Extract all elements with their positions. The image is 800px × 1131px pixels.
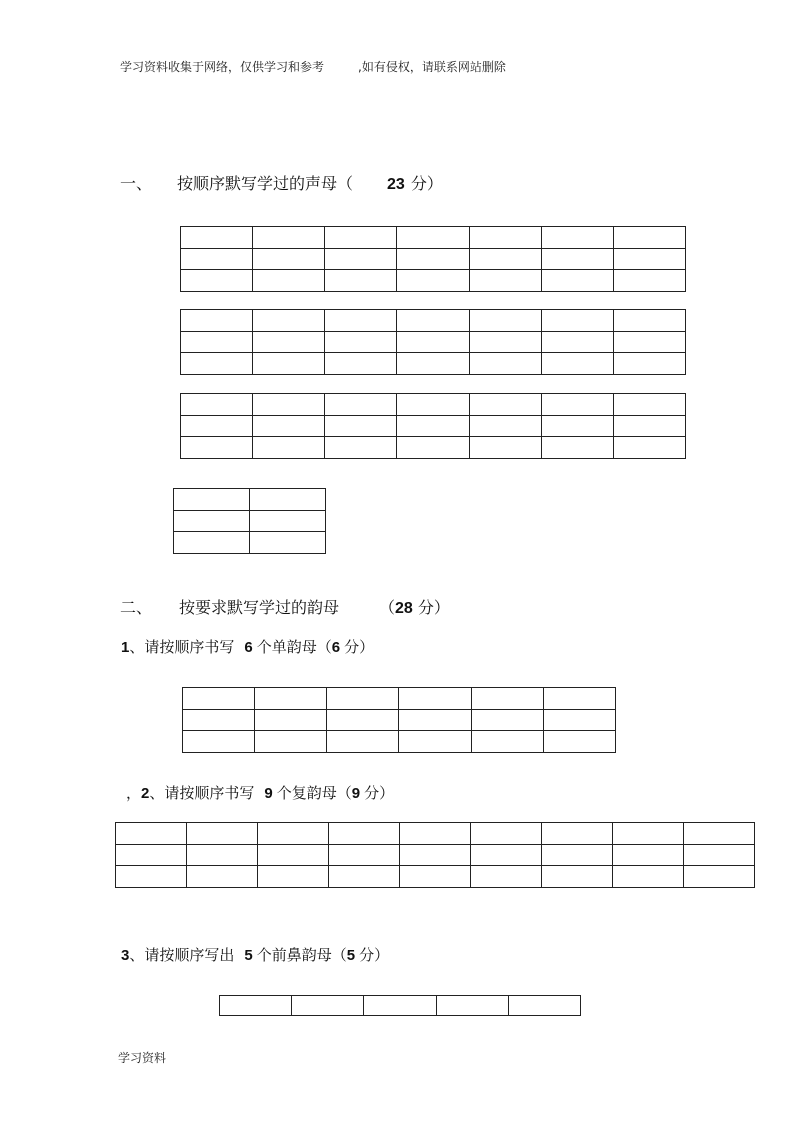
section1-number: 一、	[120, 174, 153, 193]
grid-cell[interactable]	[541, 437, 613, 459]
grid-cell[interactable]	[325, 227, 397, 249]
grid-cell[interactable]	[613, 437, 685, 459]
grid-cell[interactable]	[325, 248, 397, 270]
grid-cell[interactable]	[181, 353, 253, 375]
grid-cell[interactable]	[181, 227, 253, 249]
q3-score: 5	[346, 947, 356, 964]
grid-cell[interactable]	[469, 248, 541, 270]
grid-cell[interactable]	[327, 731, 399, 753]
grid-cell[interactable]	[174, 510, 250, 532]
question2-label	[126, 782, 394, 803]
grid-cell[interactable]	[469, 437, 541, 459]
grid-cell[interactable]	[187, 866, 258, 888]
grid-cell[interactable]	[541, 270, 613, 292]
grid-cell[interactable]	[325, 415, 397, 437]
grid-cell[interactable]	[292, 996, 364, 1016]
grid-cell[interactable]	[543, 731, 615, 753]
grid-cell[interactable]	[469, 331, 541, 353]
question1-label	[121, 636, 374, 657]
grid-cell[interactable]	[542, 823, 613, 845]
section1-title-row	[177, 171, 443, 194]
header-left-text: 学习资料收集于网络，仅供学习和参考	[120, 60, 325, 74]
grid-cell[interactable]	[329, 866, 400, 888]
q1-score: 6	[331, 639, 341, 656]
grid-cell[interactable]	[399, 688, 471, 710]
grid-cell[interactable]	[471, 709, 543, 731]
section2-number: 二、	[120, 598, 153, 617]
grid-cell[interactable]	[181, 270, 253, 292]
grid-cell[interactable]	[255, 709, 327, 731]
q2-text-a: 、请按顺序书写	[149, 784, 255, 802]
grid-cell[interactable]	[613, 270, 685, 292]
grid-cell[interactable]	[400, 823, 471, 845]
grid-cell[interactable]	[327, 688, 399, 710]
section2-score-unit: 分）	[417, 598, 450, 617]
section1-title: 按顺序默写学过的声母（	[177, 174, 354, 193]
grid-cell[interactable]	[684, 866, 755, 888]
simple-finals-grid	[182, 687, 616, 753]
grid-cell[interactable]	[253, 437, 325, 459]
q2-count: 9	[264, 785, 273, 802]
grid-cell[interactable]	[399, 731, 471, 753]
grid-cell[interactable]	[541, 394, 613, 416]
grid-cell[interactable]	[541, 331, 613, 353]
grid-cell[interactable]	[250, 510, 326, 532]
grid-cell[interactable]	[253, 227, 325, 249]
q2-score: 9	[351, 785, 361, 802]
grid-cell[interactable]	[325, 353, 397, 375]
initials-grid-1	[180, 226, 686, 292]
grid-cell[interactable]	[541, 415, 613, 437]
footer-text: 学习资料	[118, 1051, 167, 1065]
section1-score-unit: 分）	[410, 174, 443, 193]
grid-cell[interactable]	[542, 844, 613, 866]
grid-cell[interactable]	[684, 844, 755, 866]
grid-cell[interactable]	[541, 248, 613, 270]
q1-text-a: 、请按顺序书写	[129, 638, 235, 656]
grid-cell[interactable]	[543, 709, 615, 731]
grid-cell[interactable]	[174, 489, 250, 511]
grid-cell[interactable]	[181, 331, 253, 353]
header-right-text: ,如有侵权，请联系网站删除	[358, 60, 506, 74]
q3-text-b: 个前鼻韵母（	[256, 946, 347, 964]
grid-cell[interactable]	[258, 844, 329, 866]
grid-cell[interactable]	[253, 310, 325, 332]
grid-cell[interactable]	[253, 353, 325, 375]
q1-text-b: 个单韵母（	[256, 638, 332, 656]
grid-cell[interactable]	[613, 353, 685, 375]
grid-cell[interactable]	[183, 688, 255, 710]
grid-cell[interactable]	[613, 844, 684, 866]
grid-cell[interactable]	[183, 731, 255, 753]
grid-cell[interactable]	[613, 415, 685, 437]
grid-cell[interactable]	[613, 227, 685, 249]
grid-cell[interactable]	[469, 394, 541, 416]
grid-cell[interactable]	[329, 823, 400, 845]
grid-cell[interactable]	[116, 866, 187, 888]
section2-score: 28	[395, 600, 413, 617]
grid-cell[interactable]	[253, 248, 325, 270]
grid-cell[interactable]	[469, 415, 541, 437]
grid-cell[interactable]	[255, 688, 327, 710]
grid-cell[interactable]	[181, 415, 253, 437]
grid-cell[interactable]	[400, 844, 471, 866]
grid-cell[interactable]	[253, 270, 325, 292]
grid-cell[interactable]	[325, 331, 397, 353]
grid-cell[interactable]	[471, 866, 542, 888]
initials-grid-4	[173, 488, 326, 554]
grid-cell[interactable]	[471, 844, 542, 866]
grid-cell[interactable]	[469, 353, 541, 375]
grid-cell[interactable]	[325, 394, 397, 416]
initials-grid-3	[180, 393, 686, 459]
q3-count: 5	[244, 947, 253, 964]
grid-cell[interactable]	[174, 532, 250, 554]
grid-cell[interactable]	[508, 996, 580, 1016]
grid-cell[interactable]	[400, 866, 471, 888]
q2-text-b: 个复韵母（	[276, 784, 352, 802]
q1-number: 1	[121, 639, 130, 656]
grid-cell[interactable]	[116, 823, 187, 845]
grid-cell[interactable]	[325, 270, 397, 292]
q1-count: 6	[244, 639, 253, 656]
q2-number: 2	[141, 785, 150, 802]
grid-cell[interactable]	[541, 353, 613, 375]
grid-cell[interactable]	[541, 227, 613, 249]
grid-cell[interactable]	[436, 996, 508, 1016]
grid-cell[interactable]	[187, 823, 258, 845]
q3-text-c: 分）	[359, 946, 390, 964]
grid-cell[interactable]	[327, 709, 399, 731]
grid-cell[interactable]	[613, 331, 685, 353]
q3-text-a: 、请按顺序写出	[129, 946, 235, 964]
grid-cell[interactable]	[613, 394, 685, 416]
grid-cell[interactable]	[613, 248, 685, 270]
grid-cell[interactable]	[253, 415, 325, 437]
section2-title: 按要求默写学过的韵母	[179, 598, 340, 617]
grid-cell[interactable]	[397, 353, 469, 375]
grid-cell[interactable]	[471, 688, 543, 710]
grid-cell[interactable]	[325, 310, 397, 332]
section2-title-row	[179, 595, 450, 618]
grid-cell[interactable]	[364, 996, 436, 1016]
grid-cell[interactable]	[258, 866, 329, 888]
grid-cell[interactable]	[469, 270, 541, 292]
grid-cell[interactable]	[543, 688, 615, 710]
grid-cell[interactable]	[613, 823, 684, 845]
grid-cell[interactable]	[116, 844, 187, 866]
grid-cell[interactable]	[220, 996, 292, 1016]
grid-cell[interactable]	[325, 437, 397, 459]
grid-cell[interactable]	[469, 227, 541, 249]
grid-cell[interactable]	[397, 331, 469, 353]
grid-cell[interactable]	[183, 709, 255, 731]
grid-cell[interactable]	[397, 270, 469, 292]
grid-cell[interactable]	[187, 844, 258, 866]
grid-cell[interactable]	[181, 394, 253, 416]
q3-number: 3	[121, 947, 130, 964]
grid-cell[interactable]	[250, 489, 326, 511]
grid-cell[interactable]	[397, 310, 469, 332]
grid-cell[interactable]	[181, 248, 253, 270]
grid-cell[interactable]	[471, 823, 542, 845]
initials-grid-2	[180, 309, 686, 375]
grid-cell[interactable]	[397, 227, 469, 249]
q1-text-c: 分）	[344, 638, 375, 656]
grid-cell[interactable]	[542, 866, 613, 888]
grid-cell[interactable]	[181, 310, 253, 332]
grid-cell[interactable]	[541, 310, 613, 332]
grid-cell[interactable]	[613, 866, 684, 888]
front-nasal-finals-grid	[219, 995, 581, 1016]
section2-heading	[120, 595, 152, 618]
grid-cell[interactable]	[253, 394, 325, 416]
compound-finals-grid	[115, 822, 755, 888]
q2-text-c: 分）	[364, 784, 395, 802]
grid-cell[interactable]	[397, 415, 469, 437]
grid-cell[interactable]	[397, 248, 469, 270]
grid-cell[interactable]	[250, 532, 326, 554]
section2-score-open: （	[379, 598, 396, 617]
grid-cell[interactable]	[329, 844, 400, 866]
question3-label	[121, 944, 389, 965]
grid-cell[interactable]	[469, 310, 541, 332]
grid-cell[interactable]	[181, 437, 253, 459]
grid-cell[interactable]	[684, 823, 755, 845]
grid-cell[interactable]	[399, 709, 471, 731]
grid-cell[interactable]	[397, 394, 469, 416]
grid-cell[interactable]	[613, 310, 685, 332]
grid-cell[interactable]	[471, 731, 543, 753]
q2-lead: ，	[126, 784, 142, 802]
grid-cell[interactable]	[258, 823, 329, 845]
grid-cell[interactable]	[255, 731, 327, 753]
section1-score: 23	[387, 176, 405, 193]
grid-cell[interactable]	[253, 331, 325, 353]
grid-cell[interactable]	[397, 437, 469, 459]
section1-heading	[120, 171, 152, 194]
